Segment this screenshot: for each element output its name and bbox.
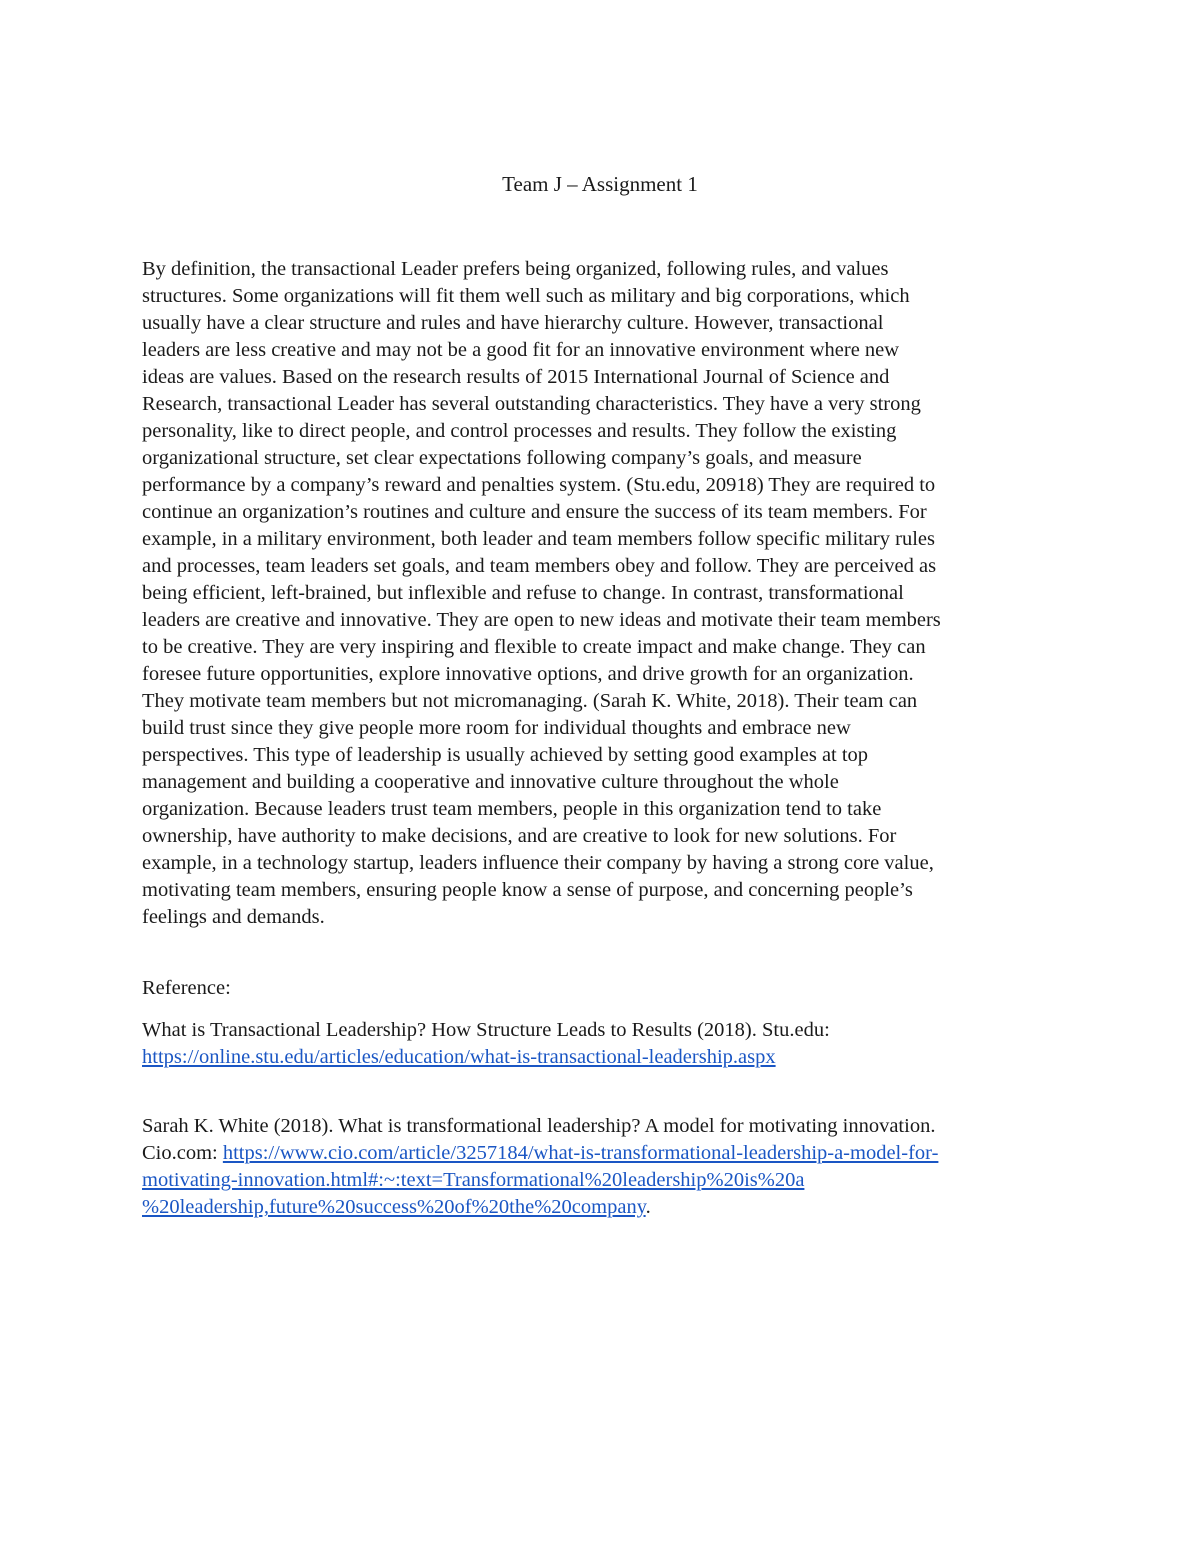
body-line: performance by a company’s reward and penalties system. (Stu.edu, 20918) They are required to: [142, 474, 936, 496]
document-title: Team J – Assignment 1: [502, 172, 698, 196]
body-line: continue an organization’s routines and culture and ensure the success of its team members. For: [142, 501, 927, 523]
reference-2-link-part-1[interactable]: https://www.cio.com/article/3257184/what-is-transformational-leadership-a-model-for-: [222, 1142, 939, 1164]
body-line: leaders are creative and innovative. They are open to new ideas and motivate their team members: [142, 609, 941, 631]
reference-1-link[interactable]: https://online.stu.edu/articles/education/what-is-transactional-leadership.aspx: [142, 1046, 776, 1068]
body-line: organization. Because leaders trust team members, people in this organization tend to take: [142, 798, 882, 820]
body-line: Research, transactional Leader has several outstanding characteristics. They have a very strong: [142, 393, 921, 415]
body-line: leaders are less creative and may not be a good fit for an innovative environment where new: [142, 339, 900, 361]
body-line: build trust since they give people more room for individual thoughts and embrace new: [142, 717, 851, 739]
body-line: By definition, the transactional Leader prefers being organized, following rules, and values: [142, 258, 889, 280]
reference-2-link-part-3[interactable]: %20leadership,future%20success%20of%20the%20company: [142, 1196, 646, 1218]
body-line: motivating team members, ensuring people know a sense of purpose, and concerning people’s: [142, 879, 913, 901]
body-line: structures. Some organizations will fit them well such as military and big corporations, which: [142, 285, 910, 307]
reference-2-suffix: .: [645, 1196, 651, 1218]
body-line: to be creative. They are very inspiring and flexible to create impact and make change. They can: [142, 636, 926, 658]
reference-1-link-line: [142, 1044, 1072, 1071]
reference-entry-2: [142, 1113, 1072, 1221]
body-line: ideas are values. Based on the research results of 2015 International Journal of Science and: [142, 366, 890, 388]
reference-2-prefix: Cio.com:: [142, 1142, 223, 1164]
body-paragraph: [142, 256, 1072, 931]
body-line: They motivate team members but not micromanaging. (Sarah K. White, 2018). Their team can: [142, 690, 918, 712]
reference-1-citation: What is Transactional Leadership? How Structure Leads to Results (2018). Stu.edu:: [142, 1019, 830, 1041]
reference-2-link-line-2: [142, 1167, 1072, 1194]
reference-2-citation: Sarah K. White (2018). What is transformational leadership? A model for motivating innovation.: [142, 1115, 936, 1137]
reference-2-link-line-1: [142, 1140, 1072, 1167]
body-line: personality, like to direct people, and control processes and results. They follow the existing: [142, 420, 897, 442]
body-line: usually have a clear structure and rules and have hierarchy culture. However, transactional: [142, 312, 884, 334]
reference-heading-text: Reference:: [142, 977, 231, 999]
body-line: management and building a cooperative and innovative culture throughout the whole: [142, 771, 839, 793]
reference-2-link-line-3: [142, 1194, 1072, 1221]
body-line: perspectives. This type of leadership is usually achieved by setting good examples at top: [142, 744, 869, 766]
body-line: example, in a military environment, both leader and team members follow specific military rules: [142, 528, 935, 550]
reference-entry-1: [142, 1017, 1072, 1071]
reference-2-link-part-2[interactable]: motivating-innovation.html#:~:text=Transformational%20leadership%20is%20a: [142, 1169, 805, 1191]
body-line: feelings and demands.: [142, 906, 325, 928]
body-line: ownership, have authority to make decisions, and are creative to look for new solutions. For: [142, 825, 897, 847]
body-line: organizational structure, set clear expectations following company’s goals, and measure: [142, 447, 862, 469]
body-line: foresee future opportunities, explore innovative options, and drive growth for an organization.: [142, 663, 914, 685]
body-line: and processes, team leaders set goals, and team members obey and follow. They are perceived as: [142, 555, 937, 577]
body-line: example, in a technology startup, leaders influence their company by having a strong core value,: [142, 852, 934, 874]
reference-heading: [142, 975, 1072, 1002]
body-line: being efficient, left-brained, but inflexible and refuse to change. In contrast, transformational: [142, 582, 904, 604]
